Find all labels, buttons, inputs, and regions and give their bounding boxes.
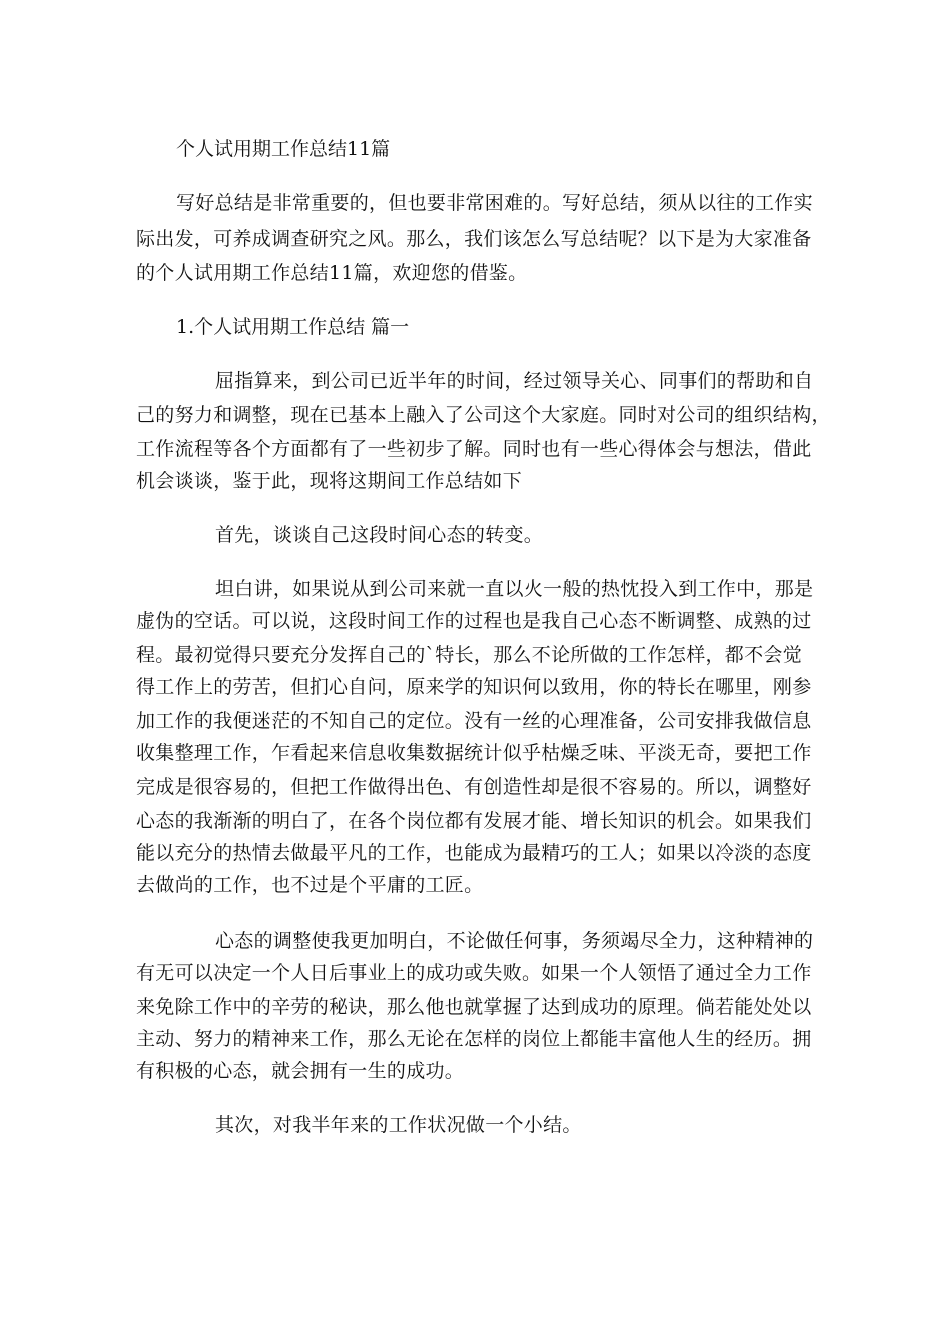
paragraph-line: 机会谈谈，鉴于此，现将这期间工作总结如下 — [136, 470, 523, 492]
paragraph-line: 收集整理工作，乍看起来信息收集数据统计似乎枯燥乏味、平淡无奇，要把工作 — [136, 742, 812, 764]
paragraph-line: 工作流程等各个方面都有了一些初步了解。同时也有一些心得体会与想法，借此 — [136, 438, 812, 460]
paragraph-line: 屈指算来，到公司已近半年的时间，经过领导关心、同事们的帮助和自 — [215, 370, 814, 392]
paragraph-line: 坦白讲，如果说从到公司来就一直以火一般的热忱投入到工作中，那是 — [215, 578, 814, 600]
paragraph-line: 其次，对我半年来的工作状况做一个小结。 — [215, 1114, 582, 1136]
intro-line: 写好总结是非常重要的，但也要非常困难的。写好总结，须从以往的工作实 — [176, 192, 813, 214]
intro-line: 的个人试用期工作总结11篇，欢迎您的借鉴。 — [136, 262, 528, 284]
intro-line: 际出发，可养成调查研究之风。那么，我们该怎么写总结呢？以下是为大家准备 — [136, 228, 812, 250]
paragraph-line: 去做尚的工作，也不过是个平庸的工匠。 — [136, 874, 484, 896]
paragraph-line: 心态的我渐渐的明白了，在各个岗位都有发展才能、增长知识的机会。如果我们 — [136, 810, 812, 832]
paragraph-line: 完成是很容易的，但把工作做得出色、有创造性却是很不容易的。所以，调整好 — [136, 776, 812, 798]
paragraph-line: 能以充分的热情去做最平凡的工作，也能成为最精巧的工人；如果以冷淡的态度 — [136, 842, 812, 864]
paragraph-line: 虚伪的空话。可以说，这段时间工作的过程也是我自己心态不断调整、成熟的过 — [136, 610, 812, 632]
paragraph-line: 来免除工作中的辛劳的秘诀，那么他也就掌握了达到成功的原理。倘若能处处以 — [136, 996, 812, 1018]
paragraph-line: 首先，谈谈自己这段时间心态的转变。 — [215, 524, 544, 546]
paragraph-line: 有积极的心态，就会拥有一生的成功。 — [136, 1060, 465, 1082]
paragraph-line: 程。最初觉得只要充分发挥自己的`特长，那么不论所做的工作怎样，都不会觉 — [136, 644, 803, 666]
document-title: 个人试用期工作总结11篇 — [176, 138, 391, 160]
section-heading: 1.个人试用期工作总结 篇一 — [176, 316, 410, 338]
paragraph-line: 加工作的我便迷茫的不知自己的定位。没有一丝的心理准备，公司安排我做信息 — [136, 710, 812, 732]
paragraph-line: 有无可以决定一个人日后事业上的成功或失败。如果一个人领悟了通过全力工作 — [136, 962, 812, 984]
paragraph-line: 主动、努力的精神来工作，那么无论在怎样的岗位上都能丰富他人生的经历。拥 — [136, 1028, 812, 1050]
paragraph-line: 心态的调整使我更加明白，不论做任何事，务须竭尽全力，这种精神的 — [215, 930, 814, 952]
paragraph-line: 己的努力和调整，现在已基本上融入了公司这个大家庭。同时对公司的组织结构， — [136, 404, 831, 426]
paragraph-line: 得工作上的劳苦，但扪心自问，原来学的知识何以致用，你的特长在哪里，刚参 — [136, 676, 812, 698]
